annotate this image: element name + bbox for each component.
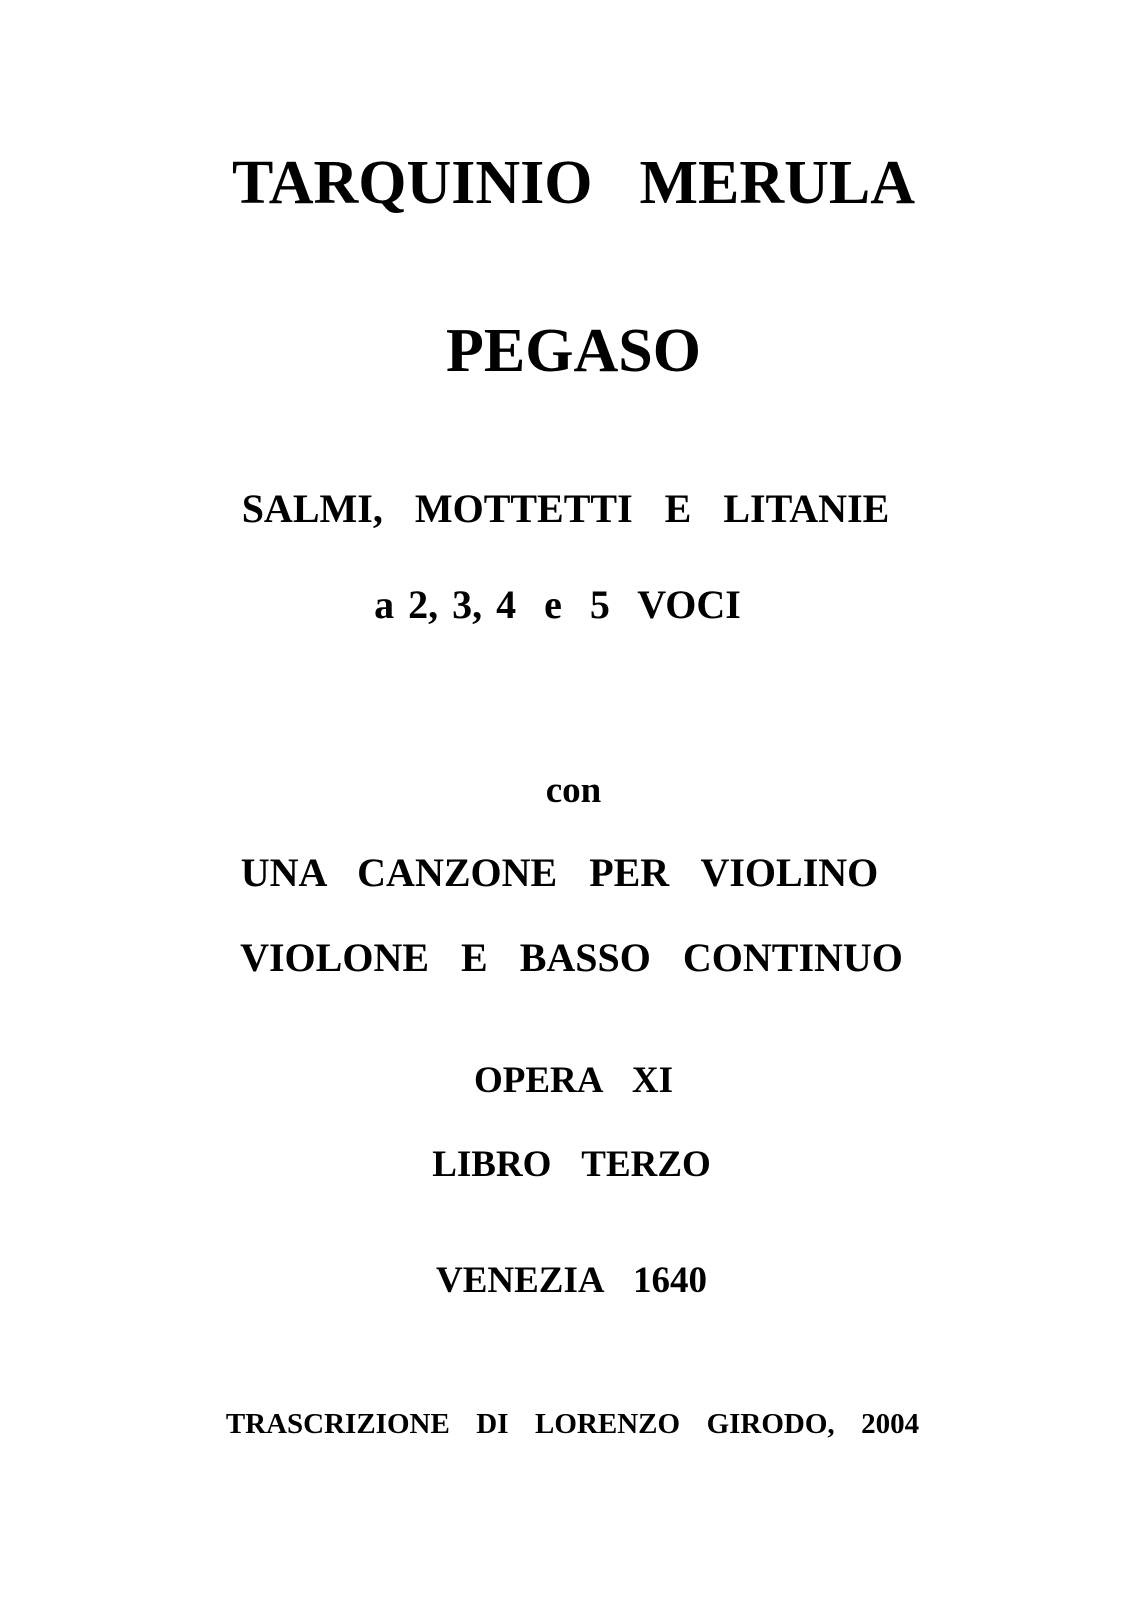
transcription-credit: TRASCRIZIONE DI LORENZO GIRODO, 2004: [225, 1408, 920, 1440]
connector-text: con: [545, 770, 602, 811]
canzone-line-1: UNA CANZONE PER VIOLINO: [240, 850, 879, 895]
composer-name: TARQUINIO MERULA: [231, 149, 916, 217]
publication-place-year: VENEZIA 1640: [435, 1260, 708, 1301]
canzone-line-2: VIOLONE E BASSO CONTINUO: [240, 935, 903, 980]
opus-number: OPERA XI: [473, 1060, 674, 1101]
subtitle-line-2: a 2, 3, 4 e 5 VOCI: [374, 582, 741, 627]
work-title: PEGASO: [446, 317, 701, 385]
subtitle-line-1: SALMI, MOTTETTI E LITANIE: [241, 486, 890, 531]
book-number: LIBRO TERZO: [432, 1144, 711, 1185]
